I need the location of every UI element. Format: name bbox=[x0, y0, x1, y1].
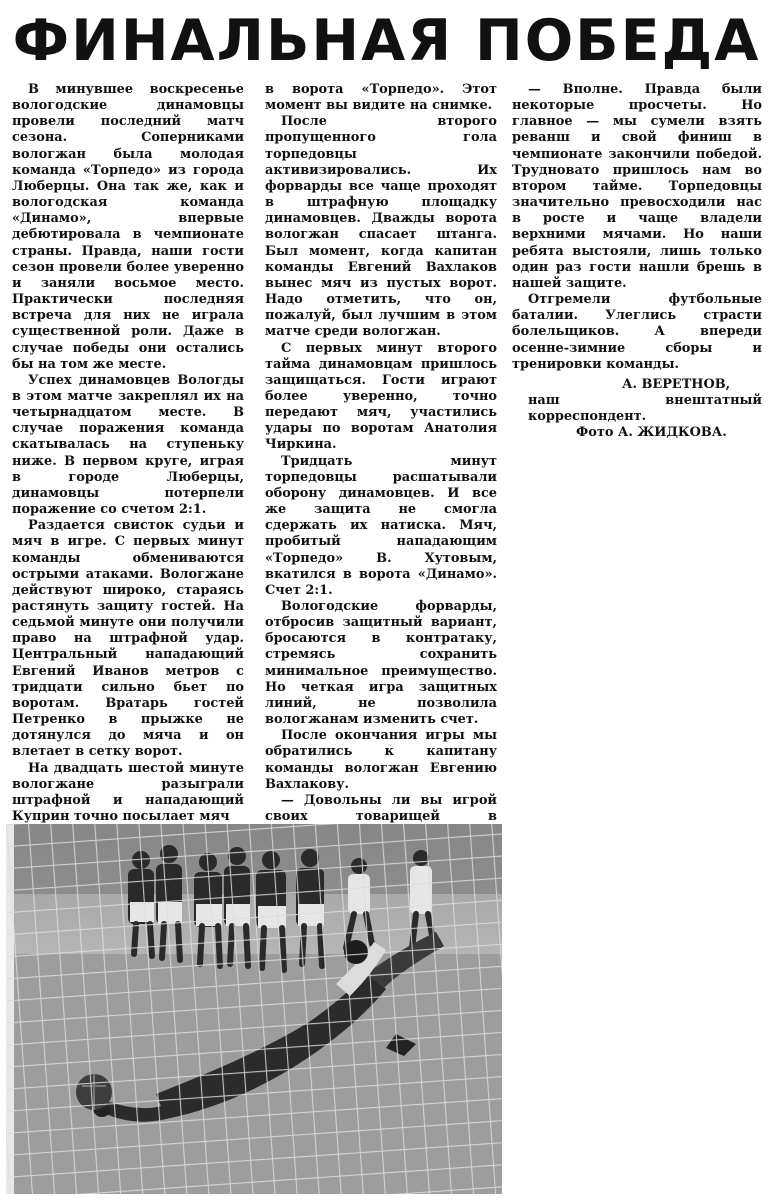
paragraph: Успех динамовцев Вологды в этом матче закреплял их на четырнадцатом месте. В случае поражения команда скатывалась на ступеньку ниже. В первом круге, играя в городе Люберцы, динамовцы потерпели поражение со счетом 2:1. bbox=[12, 372, 244, 518]
paragraph: Раздается свисток судьи и мяч в игре. С первых минут команды обмениваются острыми атаками. Вологжане действуют широко, стараясь растянуть защиту гостей. На седьмой минуте они получили право на штрафной удар. Центральный нападающий Евгений Иванов метров с тридцати сильно бьет по воротам. Вратарь гостей Петренко в прыжке не дотянулся до мяча и он влетает в сетку ворот. bbox=[12, 518, 244, 760]
paragraph: После окончания игры мы обратились к капитану команды вологжан Евгению Вахлакову. bbox=[265, 728, 497, 792]
paragraph: В минувшее воскресенье вологодские динамовцы провели последний матч сезона. Соперниками вологжан была молодая команда «Торпедо» из города Люберцы. Она так же, как и вологодская команда «Динамо», впервые дебютировала в чемпионате страны. Правда, наши гости сезон провели более уверенно и заняли восьмое место. Практически последняя встреча для них не играла существенной роли. Даже в случае победы они остались бы на том же месте. bbox=[12, 82, 244, 372]
author-name: А. ВЕРЕТНОВ, bbox=[622, 376, 731, 392]
paragraph: После второго пропущенного гола торпедовцы активизировались. Их форварды все чаще проходят в штрафную площадку динамовцев. Дважды ворота вологжан спасает штанга. Был момент, когда капитан команды Евгений Вахлаков вынес мяч из пустых ворот. Надо отметить, что он, пожалуй, был лучшим в этом матче среди вологжан. bbox=[265, 114, 497, 340]
article-column-1 bbox=[12, 82, 244, 825]
article-column-2 bbox=[265, 82, 497, 841]
football-goal-photo bbox=[6, 824, 502, 1194]
paragraph: Отгремели футбольные баталии. Улеглись страсти болельщиков. А впереди осенне-зимние сборы и тренировки команды. bbox=[512, 292, 762, 372]
photo-credit: Фото А. ЖИДКОВА. bbox=[576, 425, 727, 441]
paragraph: Тридцать минут торпедовцы расшатывали оборону динамовцев. И все же защита не смогла сдержать их натиска. Мяч, пробитый нападающим «Торпедо» В. Хутовым, вкатился в ворота «Динамо». Счет 2:1. bbox=[265, 453, 497, 598]
paragraph: — Вполне. Правда были некоторые просчеты. Но главное — мы сумели взять реванш и свой финиш в чемпионате закончили победой. Трудновато пришлось нам во втором тайме. Торпедовцы значительно превосходили нас в росте и чаще владели верхними мячами. Но наши ребята выстояли, лишь только один раз гости нашли брешь в нашей защите. bbox=[512, 82, 762, 291]
paragraph: С первых минут второго тайма динамовцам пришлось защищаться. Гости играют более уверенно, точно передают мяч, участились удары по воротам Анатолия Чиркина. bbox=[265, 340, 497, 453]
paragraph: — Довольны ли вы игрой своих товарищей в bbox=[265, 792, 497, 825]
paragraph: в ворота «Торпедо». Этот момент вы видите на снимке. bbox=[265, 82, 497, 114]
paragraph: Вологодские форварды, отбросив защитный вариант, бросаются в контратаку, стремясь сохранить минимальное преимущество. Но четкая игра защитных линий, не позволила вологжанам изменить счет. bbox=[265, 599, 497, 728]
paragraph: На двадцать шестой минуте вологжане разыграли штрафной и нападающий Куприн точно посылает мяч bbox=[12, 760, 244, 825]
article-column-3 bbox=[512, 82, 762, 441]
headline: ФИНАЛЬНАЯ ПОБЕДА bbox=[12, 8, 761, 74]
author-role: наш внештатный корреспондент. bbox=[528, 392, 762, 425]
